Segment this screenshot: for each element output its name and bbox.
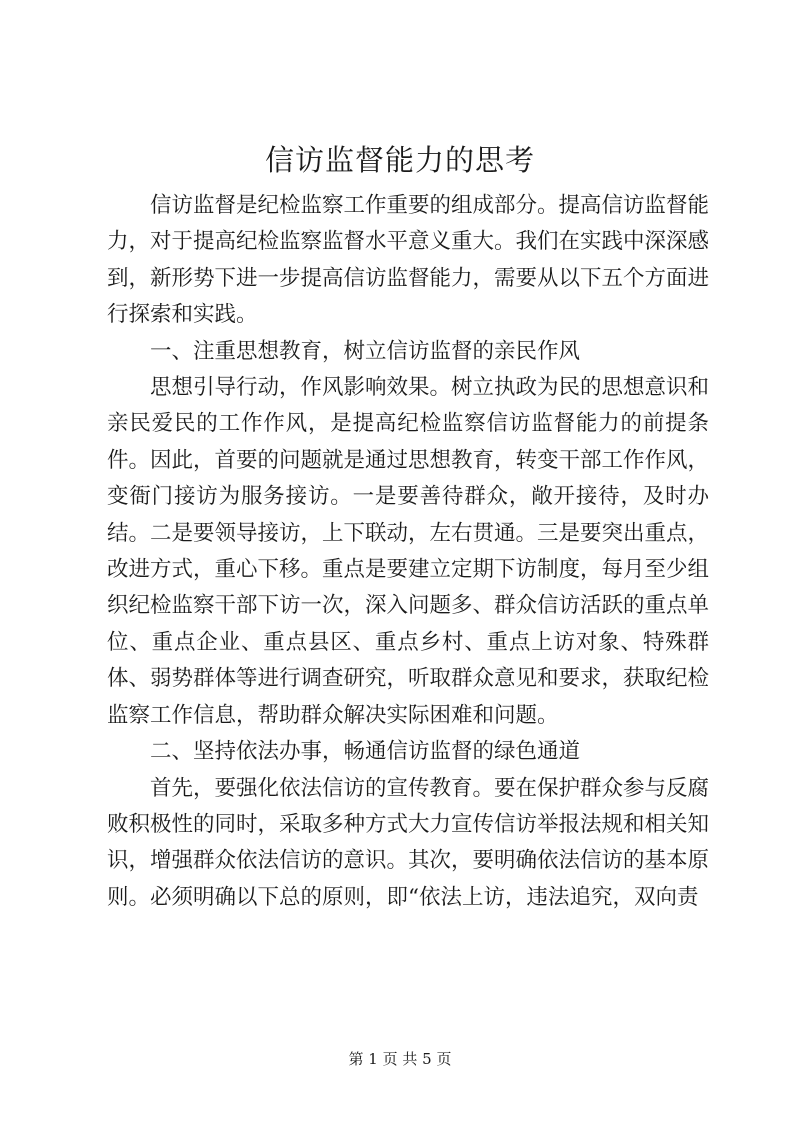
- paragraph-intro: 信访监督是纪检监察工作重要的组成部分。提高信访监督能力，对于提高纪检监察监督水平意义重大。我们在实践中深深感到，新形势下进一步提高信访监督能力，需要从以下五个方面进行探索和实践。: [107, 193, 710, 328]
- paragraph-section-2: 首先，要强化依法信访的宣传教育。要在保护群众参与反腐败积极性的同时，采取多种方式大力宣传信访举报法规和相关知识，增强群众依法信访的意识。其次，要明确依法信访的基本原则。必须明确以下总的原则，即“依法上访，违法追究，双向责: [107, 775, 710, 910]
- page-footer: 第 1 页 共 5 页: [348, 1050, 452, 1068]
- document-body: [107, 188, 709, 916]
- section-heading-1: 一、注重思想教育，树立信访监督的亲民作风: [150, 338, 581, 364]
- section-heading-2: 二、坚持依法办事，畅通信访监督的绿色通道: [150, 739, 581, 765]
- document-title: 信访监督能力的思考: [264, 143, 535, 177]
- paragraph-section-1: 思想引导行动，作风影响效果。树立执政为民的思想意识和亲民爱民的工作作风，是提高纪检监察信访监督能力的前提条件。因此，首要的问题就是通过思想教育，转变干部工作作风，变衙门接访为服务接访。一是要善待群众，敞开接待，及时办结。二是要领导接访，上下联动，左右贯通。三是要突出重点，改进方式，重心下移。重点是要建立定期下访制度，每月至少组织纪检监察干部下访一次，深入问题多、群众信访活跃的重点单位、重点企业、重点县区、重点乡村、重点上访对象、特殊群体、弱势群体等进行调查研究，听取群众意见和要求，获取纪检监察工作信息，帮助群众解决实际困难和问题。: [107, 375, 710, 728]
